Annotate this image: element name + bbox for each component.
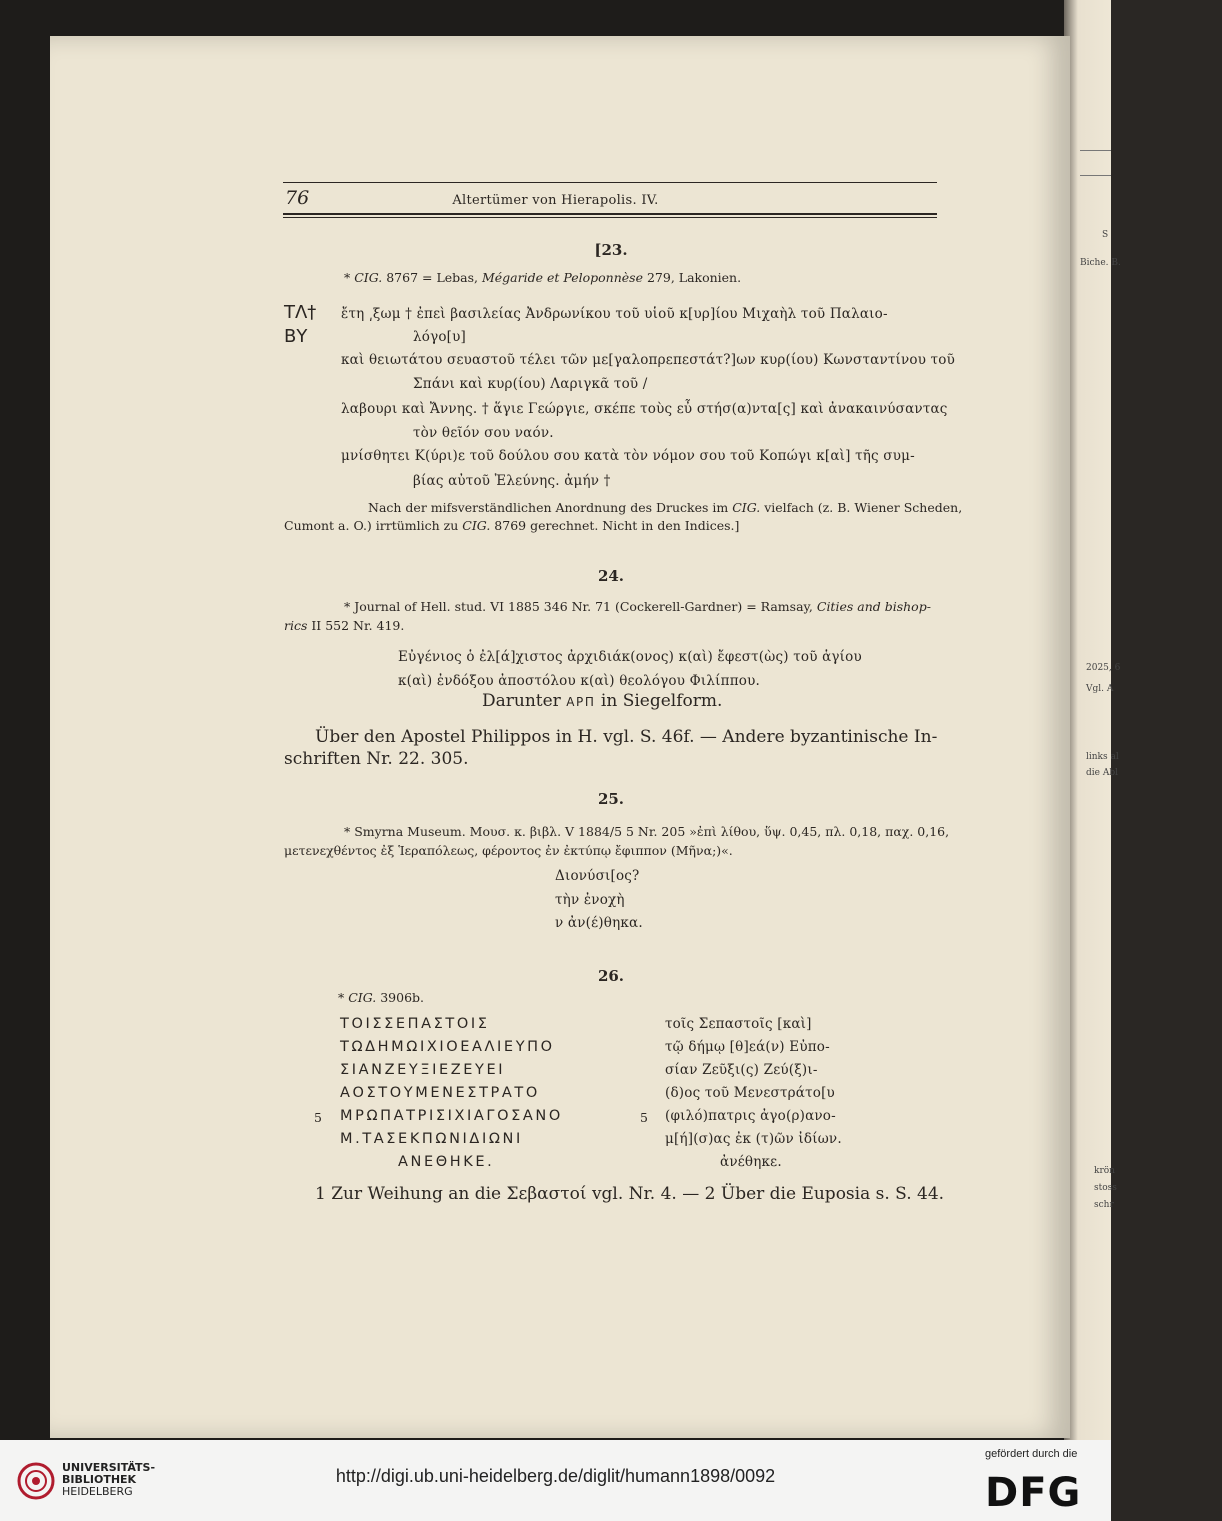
section-26-reference: * CIG. 3906b. [338, 990, 425, 1005]
majuscule-line: ΜΡΩΠΑΤΡΙΣΙΧΙΑΓΟΣΑΝΟ [340, 1108, 563, 1124]
adjacent-page-text: stoss [1094, 1183, 1117, 1193]
commentary-line: schriften Nr. 22. 305. [284, 749, 469, 769]
document-url-link[interactable]: http://digi.ub.uni-heidelberg.de/diglit/humann1898/0092 [335, 1466, 776, 1486]
seal-description: Darunter ΑΡΠ in Siegelform. [482, 691, 723, 711]
transcription-line: μ[ή](σ)ας ἐκ (τ)ῶν ἰδίων. [665, 1131, 842, 1147]
library-name-line: BIBLIOTHEK [62, 1473, 137, 1486]
adjacent-page-rule [1080, 175, 1111, 176]
majuscule-line: ΣΙΑΝΖΕΥΞΙΕΖΕΥΕΙ [340, 1062, 506, 1078]
transcription-line: ἀνέθηκε. [720, 1154, 782, 1170]
header-rule-top [283, 182, 937, 183]
inscription-23-line: βίας αὐτοῦ Ἐλεύνης. ἀμήν † [413, 473, 611, 489]
inscription-25-line: τὴν ἐνοχὴ [555, 892, 625, 908]
footnote: 1 Zur Weihung an die Σεβαστοί vgl. Nr. 4. — 2 Über die Euposia s. S. 44. [315, 1184, 945, 1204]
section-heading-25: 25. [597, 790, 625, 808]
transcription-line: σίαν Ζεῦξι(ς) Ζεύ(ξ)ι- [665, 1062, 818, 1078]
majuscule-line: Μ.ΤΑΣΕΚΠΩΝΙΔΙΩΝΙ [340, 1131, 523, 1147]
adjacent-page-text: Vgl. A [1086, 684, 1114, 694]
dfg-logo: DFG [985, 1470, 1082, 1516]
inscription-23-line: λαβουρι καὶ Ἄννης. † ἅγιε Γεώργιε, σκέπε τοὺς εὖ στήσ(α)ντα[ς] καὶ ἀνακαινύσαντας [341, 401, 948, 417]
transcription-line: (δ)ος τοῦ Μενεστράτο[υ [665, 1085, 835, 1101]
section-heading-26: 26. [597, 967, 625, 985]
inscription-23-line: λόγο[υ] [413, 329, 467, 345]
adjacent-page-text: 2025, 6 [1086, 663, 1121, 673]
commentary-line: Über den Apostel Philippos in H. vgl. S. 46f. — Andere byzantinische In- [315, 727, 938, 747]
inscription-24-line: κ(αὶ) ἐνδόξου ἀποστόλου κ(αὶ) θεολόγου Φιλίππου. [398, 673, 761, 689]
section-23-note: Cumont a. O.) irrtümlich zu CIG. 8769 gerechnet. Nicht in den Indices.] [284, 518, 740, 533]
section-25-reference: μετενεχθέντος ἐξ Ἱεραπόλεως, φέροντος ἐν ἐκτύπῳ ἔφιππον (Μῆνα;)«. [284, 843, 733, 858]
inscription-25-line: Διονύσι[ος? [555, 868, 640, 884]
section-24-reference: * Journal of Hell. stud. VI 1885 346 Nr. 71 (Cockerell-Gardner) = Ramsay, Cities and bishop- [344, 599, 931, 614]
section-24-reference: rics II 552 Nr. 419. [284, 618, 405, 633]
header-rule-bottom-thin [283, 217, 937, 218]
adjacent-page-rule [1080, 150, 1111, 151]
transcription-line: τοῖς Σεπαστοῖς [καὶ] [665, 1016, 812, 1032]
transcription-line: τῷ δήμῳ [θ]εά(ν) Εὐπο- [665, 1039, 830, 1055]
inscription-23-line: ἔτη ͵ξωμ † ἐπεὶ βασιλείας Ἀνδρωνίκου τοῦ υἱοῦ κ[υρ]ίου Μιχαὴλ τοῦ Παλαιο- [341, 306, 888, 322]
library-name-line: UNIVERSITÄTS- [62, 1461, 156, 1474]
section-heading-24: 24. [597, 567, 625, 585]
inscription-24-line: Εὐγένιος ὁ ἐλ[ά]χιστος ἀρχιδιάκ(ονος) κ(αὶ) ἔφεστ(ὼς) τοῦ ἁγίου [398, 649, 862, 665]
page-number: 76 [285, 187, 310, 209]
adjacent-page-text: Biche. B. [1080, 258, 1121, 268]
running-title: Altertümer von Hierapolis. IV. [452, 193, 659, 208]
adjacent-page-edge [1064, 0, 1114, 1440]
adjacent-page-text: krön [1094, 1166, 1115, 1176]
inscription-23-line: τὸν θεῖόν σου ναόν. [413, 425, 554, 441]
inscription-23-line: καὶ θειωτάτου σευαστοῦ τέλει τῶν με[γαλοπρεπεστάτ?]ων κυρ(ίου) Κωνσταντίνου τοῦ [341, 352, 956, 368]
funding-notice: gefördert durch die [985, 1448, 1078, 1460]
margin-monogram-2: ΒΥ [284, 326, 308, 347]
seal-monogram: ΑΡΠ [566, 695, 596, 709]
line-number: 5 [640, 1110, 648, 1125]
transcription-line: (φιλό)πατρις ἀγο(ρ)ανο- [665, 1108, 836, 1124]
adjacent-page-text: links al [1086, 752, 1119, 762]
majuscule-line: ΑΟΣΤΟΥΜΕΝΕΣΤΡΑΤΟ [340, 1085, 540, 1101]
section-23-note: Nach der mifsverständlichen Anordnung des Druckes im CIG. vielfach (z. B. Wiener Scheden, [368, 500, 963, 515]
inscription-25-line: ν ἀν(έ)θηκα. [555, 915, 643, 931]
library-name-line: HEIDELBERG [62, 1485, 133, 1498]
majuscule-line: ΤΩΔΗΜΩΙΧΙΟΕΑΛΙΕΥΠΟ [340, 1039, 555, 1055]
margin-monogram-1: ΤΛ† [284, 302, 317, 323]
adjacent-page-text: schr [1094, 1200, 1114, 1210]
adjacent-page-text: S [1102, 230, 1109, 240]
section-25-reference: * Smyrna Museum. Μουσ. κ. βιβλ. V 1884/5 5 Nr. 205 »ἐπὶ λίθου, ὕψ. 0,45, πλ. 0,18, παχ. 0,16, [344, 824, 950, 839]
inscription-23-line: Σπάνι καὶ κυρ(ίου) Λαριγκᾶ τοῦ / [413, 376, 648, 392]
majuscule-line: ΤΟΙΣΣΕΠΑΣΤΟΙΣ [340, 1016, 490, 1032]
adjacent-page-text: die Abl [1086, 768, 1118, 778]
section-heading-23: [23. [594, 241, 628, 259]
majuscule-line: ΑΝΕΘΗΚΕ. [398, 1154, 495, 1170]
inscription-23-line: μνίσθητει Κ(ύρι)ε τοῦ δούλου σου κατὰ τὸν νόμον σου τοῦ Κοπώγι κ[αὶ] τῆς συμ- [341, 448, 915, 464]
section-23-reference: * CIG. 8767 = Lebas, Mégaride et Peloponnèse 279, Lakonien. [344, 270, 742, 285]
line-number: 5 [314, 1110, 322, 1125]
header-rule-bottom [283, 213, 937, 215]
